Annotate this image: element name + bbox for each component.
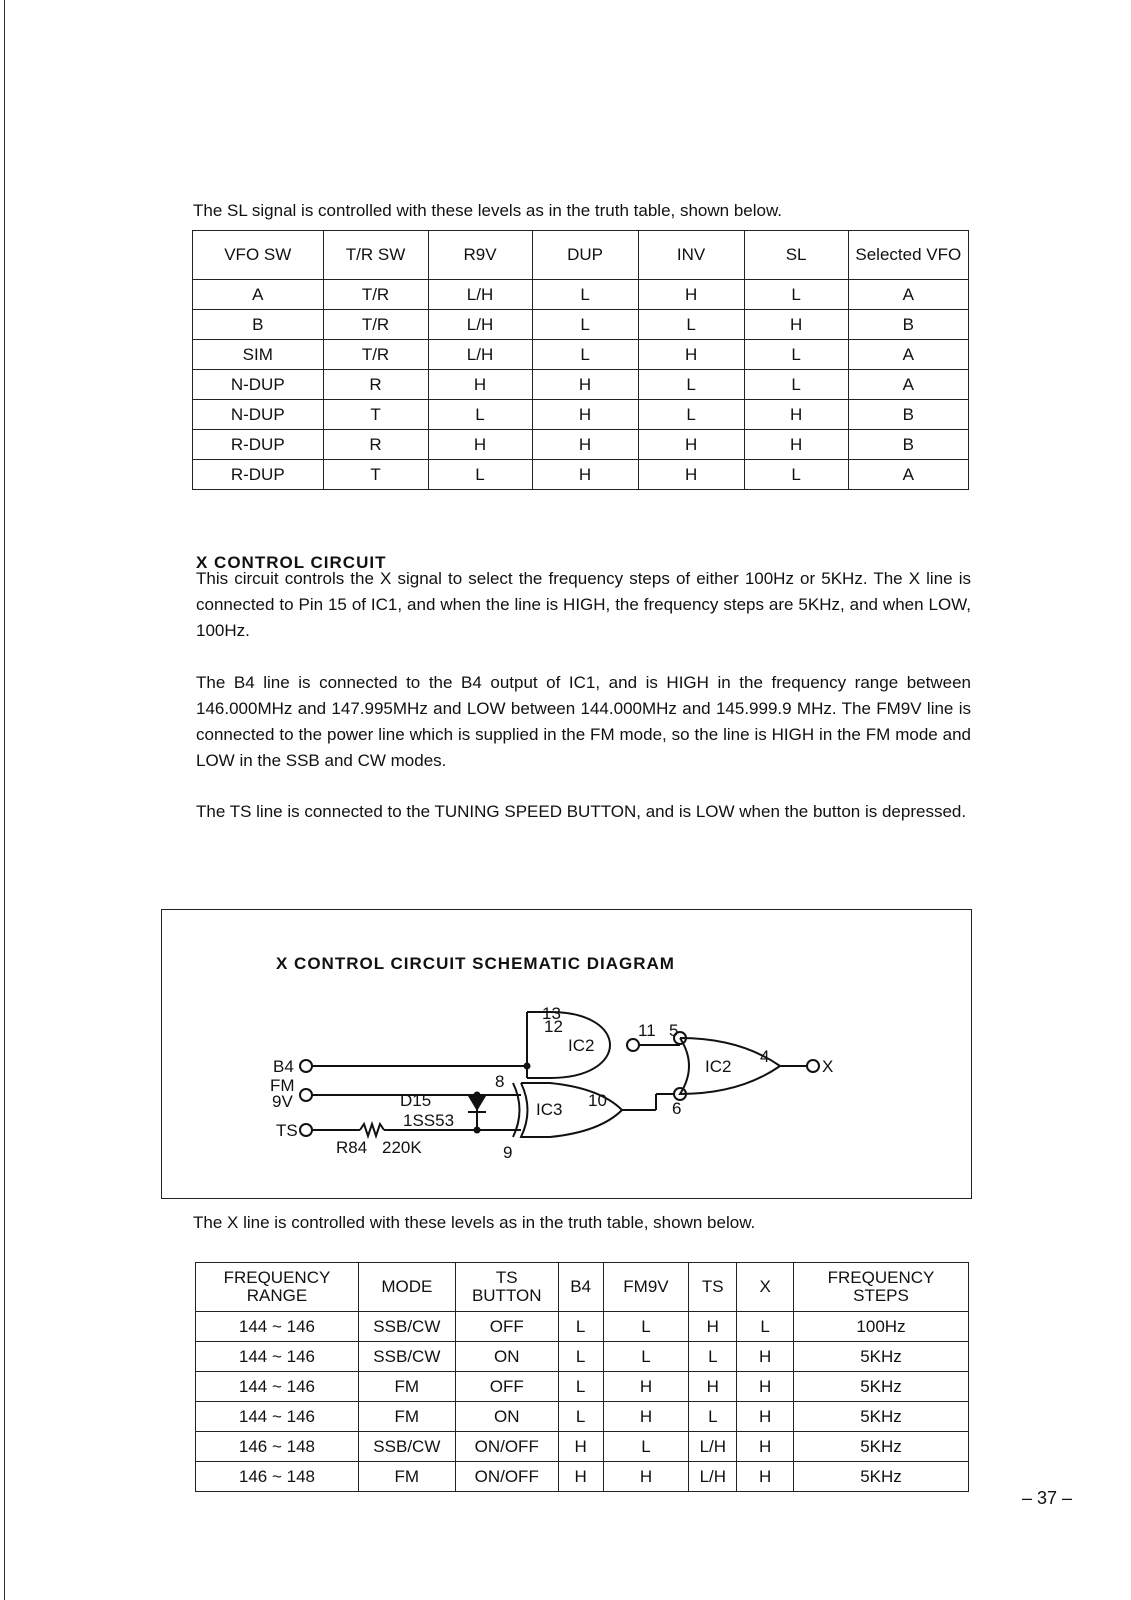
ts-input-terminal — [300, 1124, 312, 1136]
ic3-xor-extra-arc — [513, 1083, 520, 1137]
table-cell: H — [638, 280, 744, 310]
table-cell: B — [193, 310, 324, 340]
table-cell: H — [532, 460, 638, 490]
header-selected-vfo: Selected VFO — [848, 231, 968, 280]
table-cell: H — [744, 400, 848, 430]
x-table-intro: The X line is controlled with these levels as in the truth table, shown below. — [193, 1213, 756, 1232]
header-inv: INV — [638, 231, 744, 280]
header-ts: TS — [689, 1263, 737, 1312]
table-cell: N-DUP — [193, 370, 324, 400]
label-pin-4: 4 — [760, 1047, 770, 1066]
table-cell: ON — [455, 1342, 558, 1372]
table-cell: H — [558, 1462, 603, 1492]
table-cell: L — [603, 1342, 689, 1372]
table-cell: H — [689, 1372, 737, 1402]
table-cell: L — [558, 1342, 603, 1372]
table-cell: L/H — [689, 1462, 737, 1492]
label-1ss53: 1SS53 — [403, 1111, 455, 1130]
table-cell: T/R — [323, 280, 428, 310]
table-cell: ON/OFF — [455, 1432, 558, 1462]
table-cell: 144 ~ 146 — [196, 1342, 359, 1372]
table-cell: L/H — [428, 310, 532, 340]
table-cell: T — [323, 460, 428, 490]
fm9v-input-terminal — [300, 1089, 312, 1101]
table-row — [196, 1432, 969, 1462]
table-header-row — [196, 1263, 969, 1312]
r84-resistor — [360, 1124, 384, 1136]
table-cell: 144 ~ 146 — [196, 1312, 359, 1342]
table-cell: OFF — [455, 1372, 558, 1402]
label-pin-9: 9 — [503, 1143, 513, 1162]
sl-table-intro: The SL signal is controlled with these levels as in the truth table, shown below. — [193, 201, 783, 220]
table-cell: H — [689, 1312, 737, 1342]
table-cell: L — [603, 1312, 689, 1342]
header-dup: DUP — [532, 231, 638, 280]
table-cell: L — [737, 1312, 794, 1342]
table-cell: H — [744, 430, 848, 460]
sl-truth-table — [192, 230, 969, 490]
table-cell: T/R — [323, 310, 428, 340]
table-cell: N-DUP — [193, 400, 324, 430]
table-cell: 5KHz — [794, 1462, 969, 1492]
label-ts: TS — [276, 1121, 298, 1140]
table-cell: ON/OFF — [455, 1462, 558, 1492]
table-cell: 146 ~ 148 — [196, 1462, 359, 1492]
table-cell: H — [638, 430, 744, 460]
table-cell: FM — [358, 1462, 455, 1492]
table-cell: H — [737, 1342, 794, 1372]
ic2-a-output-bubble — [627, 1039, 639, 1051]
table-cell: L — [558, 1372, 603, 1402]
table-cell: L — [744, 340, 848, 370]
table-row — [193, 460, 969, 490]
label-ic3: IC3 — [536, 1100, 563, 1119]
x-truth-table — [195, 1262, 969, 1492]
table-row — [196, 1402, 969, 1432]
table-cell: H — [737, 1462, 794, 1492]
table-cell: T/R — [323, 340, 428, 370]
table-cell: L — [558, 1312, 603, 1342]
table-cell: L/H — [428, 340, 532, 370]
header-b4: B4 — [558, 1263, 603, 1312]
schematic-diagram-title: X CONTROL CIRCUIT SCHEMATIC DIAGRAM — [276, 954, 675, 973]
table-cell: B — [848, 310, 968, 340]
header-frequency-range: FREQUENCY RANGE — [196, 1263, 359, 1312]
label-ic2-b: IC2 — [705, 1057, 732, 1076]
table-cell: L/H — [689, 1432, 737, 1462]
table-cell: H — [428, 430, 532, 460]
table-cell: H — [603, 1402, 689, 1432]
label-pin-6: 6 — [672, 1099, 682, 1118]
label-pin-11: 11 — [638, 1021, 656, 1040]
table-cell: B — [848, 430, 968, 460]
label-d15: D15 — [400, 1091, 432, 1110]
table-cell: L — [638, 310, 744, 340]
table-row — [193, 400, 969, 430]
table-cell: L — [638, 400, 744, 430]
table-row — [196, 1342, 969, 1372]
label-pin-5: 5 — [669, 1021, 679, 1040]
label-r84: R84 — [336, 1138, 368, 1157]
label-9v: 9V — [272, 1092, 293, 1111]
table-cell: L/H — [428, 280, 532, 310]
label-pin-8: 8 — [495, 1072, 505, 1091]
label-fm: FM — [270, 1076, 295, 1095]
table-cell: L — [558, 1402, 603, 1432]
table-cell: T — [323, 400, 428, 430]
table-cell: A — [848, 370, 968, 400]
table-cell: R-DUP — [193, 430, 324, 460]
table-cell: L — [744, 460, 848, 490]
table-cell: 146 ~ 148 — [196, 1432, 359, 1462]
table-cell: A — [848, 460, 968, 490]
table-cell: L — [428, 460, 532, 490]
table-cell: H — [737, 1372, 794, 1402]
table-cell: H — [744, 310, 848, 340]
table-cell: 5KHz — [794, 1432, 969, 1462]
header-r9v: R9V — [428, 231, 532, 280]
table-cell: SIM — [193, 340, 324, 370]
label-x: X — [822, 1057, 834, 1076]
table-cell: OFF — [455, 1312, 558, 1342]
table-cell: 5KHz — [794, 1372, 969, 1402]
x-control-heading: X CONTROL CIRCUIT — [196, 553, 387, 572]
table-cell: H — [428, 370, 532, 400]
table-cell: R — [323, 370, 428, 400]
table-cell: SSB/CW — [358, 1342, 455, 1372]
label-pin-12: 12 — [544, 1017, 563, 1036]
table-cell: SSB/CW — [358, 1312, 455, 1342]
table-cell: H — [558, 1432, 603, 1462]
table-cell: A — [848, 340, 968, 370]
table-cell: H — [638, 460, 744, 490]
table-cell: R — [323, 430, 428, 460]
header-tr-sw: T/R SW — [323, 231, 428, 280]
x-output-terminal — [807, 1060, 819, 1072]
table-row — [196, 1312, 969, 1342]
table-cell: L — [638, 370, 744, 400]
table-row — [193, 370, 969, 400]
table-cell: L — [744, 280, 848, 310]
table-cell: H — [638, 340, 744, 370]
header-ts-button: TS BUTTON — [455, 1263, 558, 1312]
table-row — [196, 1372, 969, 1402]
table-cell: L — [428, 400, 532, 430]
table-cell: H — [532, 370, 638, 400]
header-frequency-steps: FREQUENCY STEPS — [794, 1263, 969, 1312]
table-cell: H — [532, 400, 638, 430]
page-margin-line — [4, 0, 5, 1600]
table-cell: 5KHz — [794, 1402, 969, 1432]
label-ic2-a: IC2 — [568, 1036, 595, 1055]
table-row — [193, 310, 969, 340]
table-cell: A — [848, 280, 968, 310]
table-cell: 5KHz — [794, 1342, 969, 1372]
table-cell: L — [689, 1402, 737, 1432]
table-row — [193, 280, 969, 310]
header-x: X — [737, 1263, 794, 1312]
header-sl: SL — [744, 231, 848, 280]
table-cell: L — [603, 1432, 689, 1462]
b4-input-terminal — [300, 1060, 312, 1072]
table-cell: A — [193, 280, 324, 310]
label-220k: 220K — [382, 1138, 422, 1157]
table-row — [193, 430, 969, 460]
table-cell: L — [689, 1342, 737, 1372]
x-control-paragraph-3: The TS line is connected to the TUNING SPEED BUTTON, and is LOW when the button is depressed. — [196, 802, 967, 821]
header-mode: MODE — [358, 1263, 455, 1312]
table-cell: L — [532, 280, 638, 310]
table-cell: H — [532, 430, 638, 460]
table-cell: H — [737, 1402, 794, 1432]
table-cell: 100Hz — [794, 1312, 969, 1342]
header-fm9v: FM9V — [603, 1263, 689, 1312]
header-vfo-sw: VFO SW — [193, 231, 324, 280]
label-pin-10: 10 — [588, 1091, 607, 1110]
table-row — [193, 340, 969, 370]
page-number: – 37 – — [1022, 1488, 1073, 1508]
table-row — [196, 1462, 969, 1492]
table-cell: H — [603, 1372, 689, 1402]
x-control-paragraph-1: This circuit controls the X signal to select the frequency steps of either 100Hz or 5KHz. The X line is connected to Pin 15 of IC1, and when the line is HIGH, the frequency steps are 5KHz, and when LOW, 100Hz. — [196, 569, 971, 640]
table-cell: H — [603, 1462, 689, 1492]
table-cell: 144 ~ 146 — [196, 1402, 359, 1432]
table-cell: R-DUP — [193, 460, 324, 490]
table-cell: L — [532, 310, 638, 340]
label-b4: B4 — [273, 1057, 294, 1076]
table-header-row — [193, 231, 969, 280]
x-control-schematic — [270, 1000, 870, 1165]
table-cell: ON — [455, 1402, 558, 1432]
table-cell: H — [737, 1432, 794, 1462]
table-cell: L — [532, 340, 638, 370]
table-cell: FM — [358, 1372, 455, 1402]
x-control-paragraph-2: The B4 line is connected to the B4 output of IC1, and is HIGH in the frequency range between 146.000MHz and 147.995MHz and LOW between 144.000MHz and 145.999.9 MHz. The FM9V line is connected to the power line which is supplied in the FM mode, so the line is HIGH in the FM mode and LOW in the SSB and CW modes. — [196, 673, 971, 770]
table-cell: 144 ~ 146 — [196, 1372, 359, 1402]
table-cell: L — [744, 370, 848, 400]
table-cell: FM — [358, 1402, 455, 1432]
table-cell: B — [848, 400, 968, 430]
label-pin-13: 13 — [542, 1004, 561, 1023]
table-cell: SSB/CW — [358, 1432, 455, 1462]
